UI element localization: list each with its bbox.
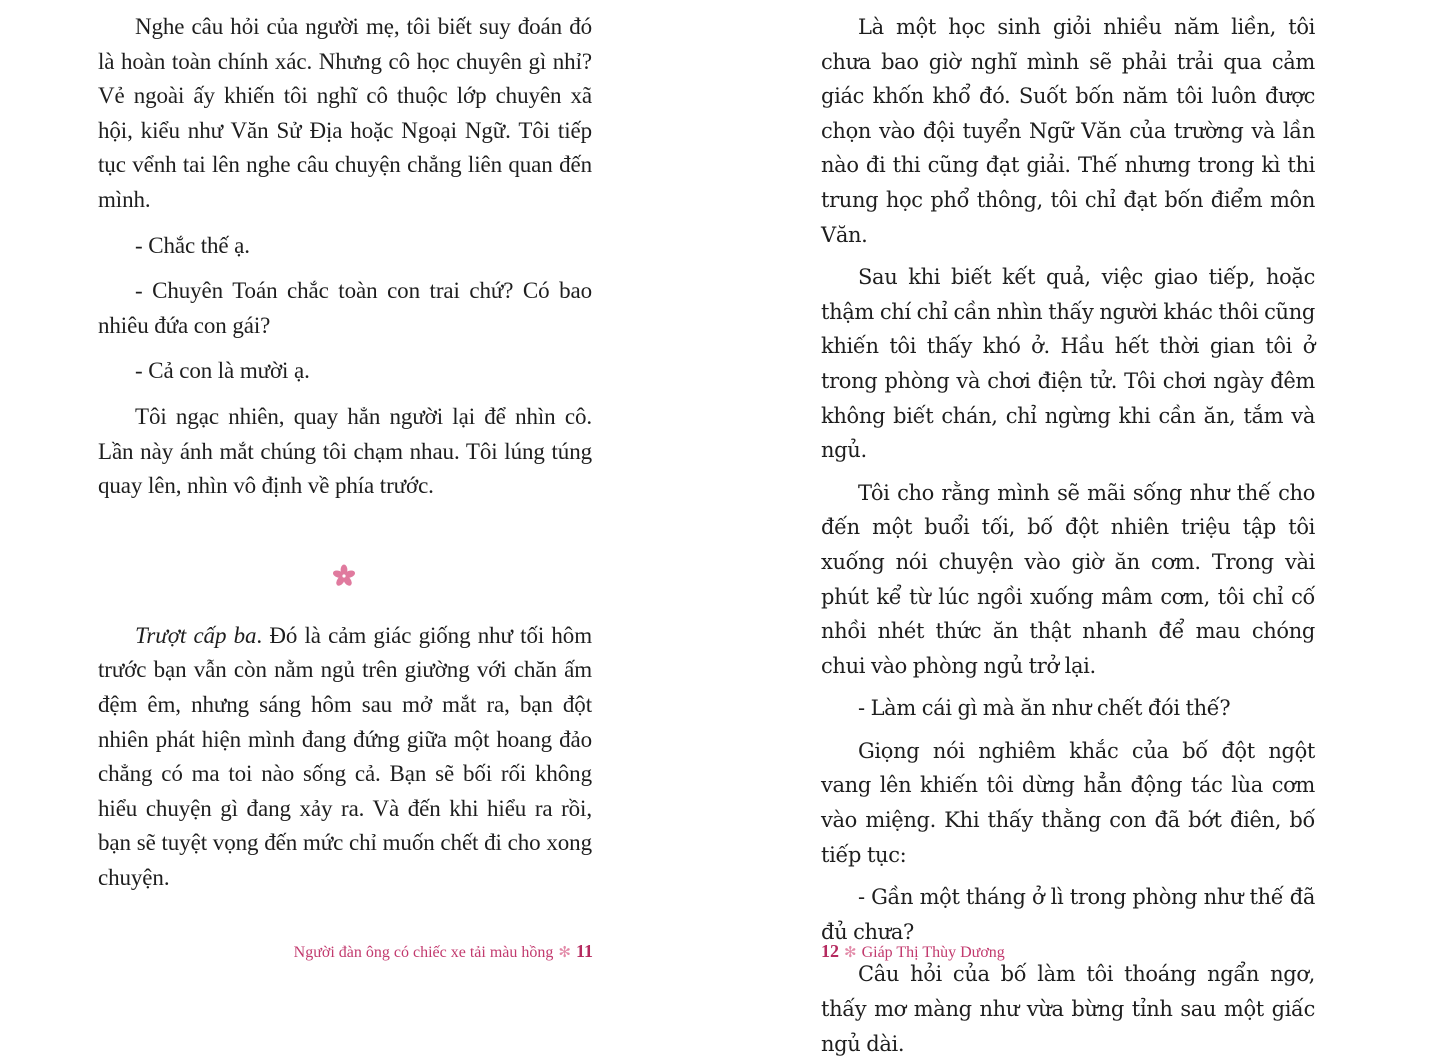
paragraph: Giọng nói nghiêm khắc của bố đột ngột vang lên khiến tôi dừng hẳn động tác lùa cơm vào miệng. Khi thấy thằng con đã bớt điên, bố tiếp tục:	[821, 738, 1315, 867]
asterisk-separator-icon: ✻	[558, 945, 571, 961]
paragraph-text: . Đó là cảm giác giống như tối hôm trước bạn vẫn còn nằm ngủ trên giường với chăn ấm đệm êm, nhưng sáng hôm sau mở mắt ra, bạn đột nhiên phát hiện mình đang đứng giữa một hoang đảo chẳng có ma toi nào sống cả. Bạn sẽ bối rối không hiểu chuyện gì đang xảy ra. Và đến khi hiểu ra rồi, bạn sẽ tuyệt vọng đến mức chỉ muốn chết đi cho xong chuyện.	[98, 622, 592, 890]
italic-lead: Trượt cấp ba	[135, 622, 257, 648]
paragraph: Tôi ngạc nhiên, quay hẳn người lại để nhìn cô. Lần này ánh mắt chúng tôi chạm nhau. Tôi lúng túng quay lên, nhìn vô định về phía trước.	[98, 403, 592, 499]
flower-icon	[332, 564, 356, 588]
paragraph: Tôi cho rằng mình sẽ mãi sống như thế cho đến một buổi tối, bố đột nhiên triệu tập tôi xuống nói chuyện vào giờ ăn cơm. Trong vài phút kể từ lúc ngồi xuống mâm cơm, tôi chỉ cố nhồi nhét thức ăn thật nhanh để mau chóng chui vào phòng ngủ trở lại.	[821, 480, 1315, 678]
paragraph: Sau khi biết kết quả, việc giao tiếp, hoặc thậm chí chỉ cần nhìn thấy người khác thôi cũng khiến tôi thấy khó ở. Hầu hết thời gian tôi ở trong phòng và chơi điện tử. Tôi chơi ngày đêm không biết chán, chỉ ngừng khi cần ăn, tắm và ngủ.	[821, 265, 1315, 463]
dialogue-line: - Chắc thế ạ.	[135, 232, 250, 258]
dialogue-line: - Làm cái gì mà ăn như chết đói thế?	[858, 696, 1231, 721]
page-number: 12	[821, 941, 839, 961]
left-page	[98, 0, 592, 979]
left-page-footer	[294, 941, 593, 962]
right-page-footer	[821, 941, 1005, 962]
page-number: 11	[575, 941, 593, 961]
dialogue-line: - Chuyên Toán chắc toàn con trai chứ? Có bao nhiêu đứa con gái?	[98, 278, 592, 338]
paragraph: Nghe câu hỏi của người mẹ, tôi biết suy đoán đó là hoàn toàn chính xác. Nhưng cô học chuyên gì nhỉ? Vẻ ngoài ấy khiến tôi nghĩ cô thuộc lớp chuyên xã hội, kiểu như Văn Sử Địa hoặc Ngoại Ngữ. Tôi tiếp tục vểnh tai lên nghe câu chuyện chẳng liên quan đến mình.	[98, 14, 592, 212]
dialogue-line: - Gần một tháng ở lì trong phòng như thế đã đủ chưa?	[821, 885, 1315, 944]
paragraph-after-break	[98, 619, 592, 896]
dialogue-line: - Cả con là mười ạ.	[135, 358, 310, 384]
author-name: Giáp Thị Thùy Dương	[861, 944, 1005, 961]
paragraph: Câu hỏi của bố làm tôi thoáng ngẩn ngơ, thấy mơ màng như vừa bừng tỉnh sau một giấc ngủ dài.	[821, 962, 1315, 1056]
book-title: Người đàn ông có chiếc xe tải màu hồng	[293, 944, 554, 961]
asterisk-separator-icon: ✻	[844, 945, 857, 961]
paragraph: Là một học sinh giỏi nhiều năm liền, tôi chưa bao giờ nghĩ mình sẽ phải trải qua cảm giác khốn khổ đó. Suốt bốn năm tôi luôn được chọn vào đội tuyển Ngữ Văn của trường và lần nào đi thi cũng đạt giải. Thế nhưng trong kì thi trung học phổ thông, tôi chỉ đạt bốn điểm môn Văn.	[821, 15, 1315, 247]
right-page	[821, 0, 1315, 1056]
